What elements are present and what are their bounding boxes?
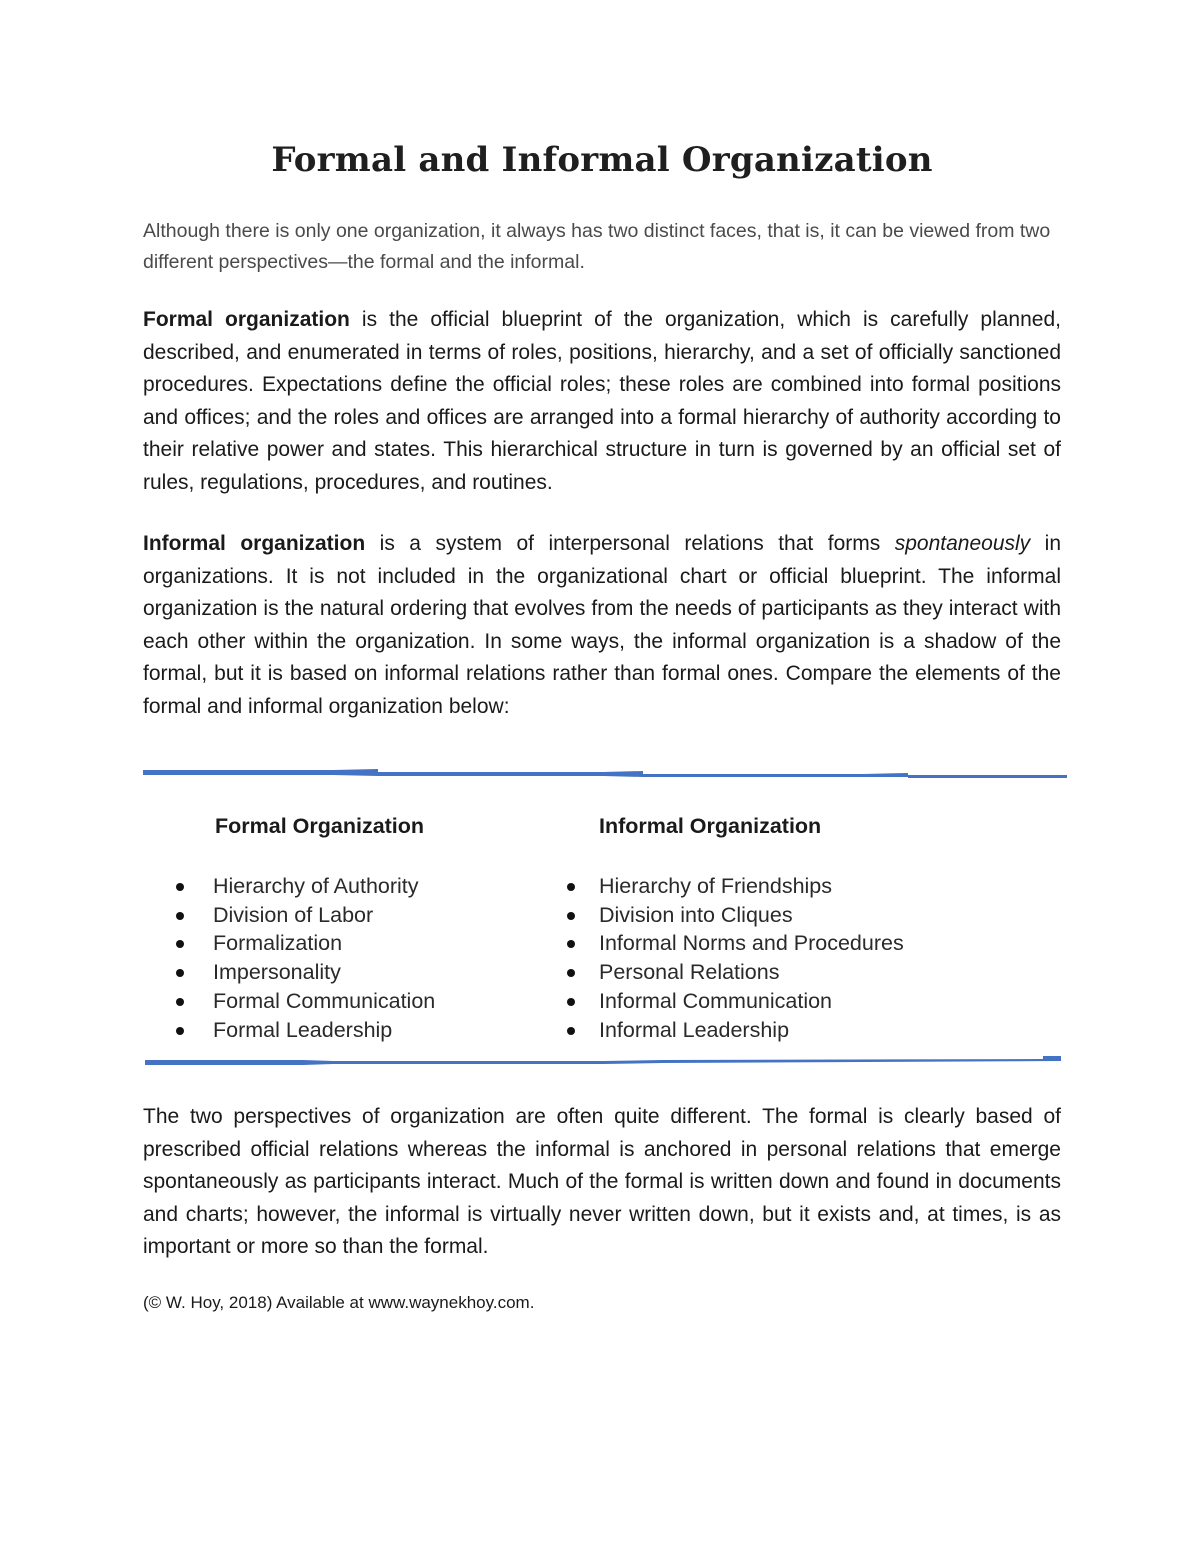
comparison-bottom-rule: [143, 1054, 1069, 1059]
bullet-icon: [567, 969, 575, 977]
list-item: Formal Communication: [213, 987, 435, 1016]
citation: (© W. Hoy, 2018) Available at www.waynekhoy.com.: [143, 1293, 535, 1312]
comparison-top-rule: [143, 767, 1069, 772]
formal-organization-paragraph: [143, 304, 1061, 500]
list-item: Informal Norms and Procedures: [599, 929, 904, 958]
bullet-icon: [567, 912, 575, 920]
informal-organization-term: Informal organization: [143, 532, 366, 555]
formal-organization-text: is the official blueprint of the organization, which is carefully planned, described, and enumerated in terms of roles, positions, hierarchy, and a set of officially sanctioned procedures. Expectations define the official roles; these roles are combined into formal positions and offices; and the roles and offices are arranged into a formal hierarchy of authority according to their relative power and states. This hierarchical structure in turn is governed by an official set of rules, regulations, procedures, and routines.: [143, 308, 1061, 494]
formal-organization-term: Formal organization: [143, 308, 350, 331]
list-item: Personal Relations: [599, 958, 904, 987]
bullet-icon: [176, 969, 184, 977]
list-item: Informal Leadership: [599, 1016, 904, 1045]
bullet-icon: [176, 1027, 184, 1035]
informal-organization-heading: Informal Organization: [599, 814, 822, 838]
informal-organization-emphasis: spontaneously: [894, 532, 1031, 555]
list-item: Impersonality: [213, 958, 435, 987]
closing-paragraph: The two perspectives of organization are often quite different. The formal is clearly based of prescribed official relations whereas the informal is anchored in personal relations that emerge spontaneously as participants interact. Much of the formal is written down and found in documents and charts; however, the informal is virtually never written down, but it exists and, at times, is as important or more so than the formal.: [143, 1105, 1061, 1259]
list-item: Division into Cliques: [599, 901, 904, 930]
formal-organization-list: [213, 872, 435, 1044]
bullet-icon: [567, 998, 575, 1006]
bullet-icon: [176, 940, 184, 948]
list-item: Informal Communication: [599, 987, 904, 1016]
bullet-icon: [567, 883, 575, 891]
bullet-icon: [176, 912, 184, 920]
bullet-icon: [567, 940, 575, 948]
list-item: Formalization: [213, 929, 435, 958]
list-item: Formal Leadership: [213, 1016, 435, 1045]
page-title: Formal and Informal Organization: [271, 140, 933, 180]
bullet-icon: [567, 1027, 575, 1035]
list-item: Hierarchy of Friendships: [599, 872, 904, 901]
informal-organization-paragraph: [143, 528, 1061, 724]
list-item: Hierarchy of Authority: [213, 872, 435, 901]
intro-paragraph: Although there is only one organization, it always has two distinct faces, that is, it can be viewed from two different perspectives—the formal and the informal.: [143, 220, 1051, 273]
informal-organization-text-before: is a system of interpersonal relations that forms: [365, 532, 895, 555]
formal-organization-column: [215, 814, 435, 1044]
informal-organization-text-after: in organizations. It is not included in the organizational chart or official blueprint. The informal organization is the natural ordering that evolves from the needs of participants as they interact with each other within the organization. In some ways, the informal organization is a shadow of the formal, but it is based on informal relations rather than formal ones. Compare the elements of the formal and informal organization below:: [143, 532, 1062, 718]
bullet-icon: [176, 883, 184, 891]
list-item: Division of Labor: [213, 901, 435, 930]
formal-organization-heading: Formal Organization: [215, 814, 425, 838]
informal-organization-column: [599, 814, 904, 1044]
informal-organization-list: [599, 872, 904, 1044]
bullet-icon: [176, 998, 184, 1006]
